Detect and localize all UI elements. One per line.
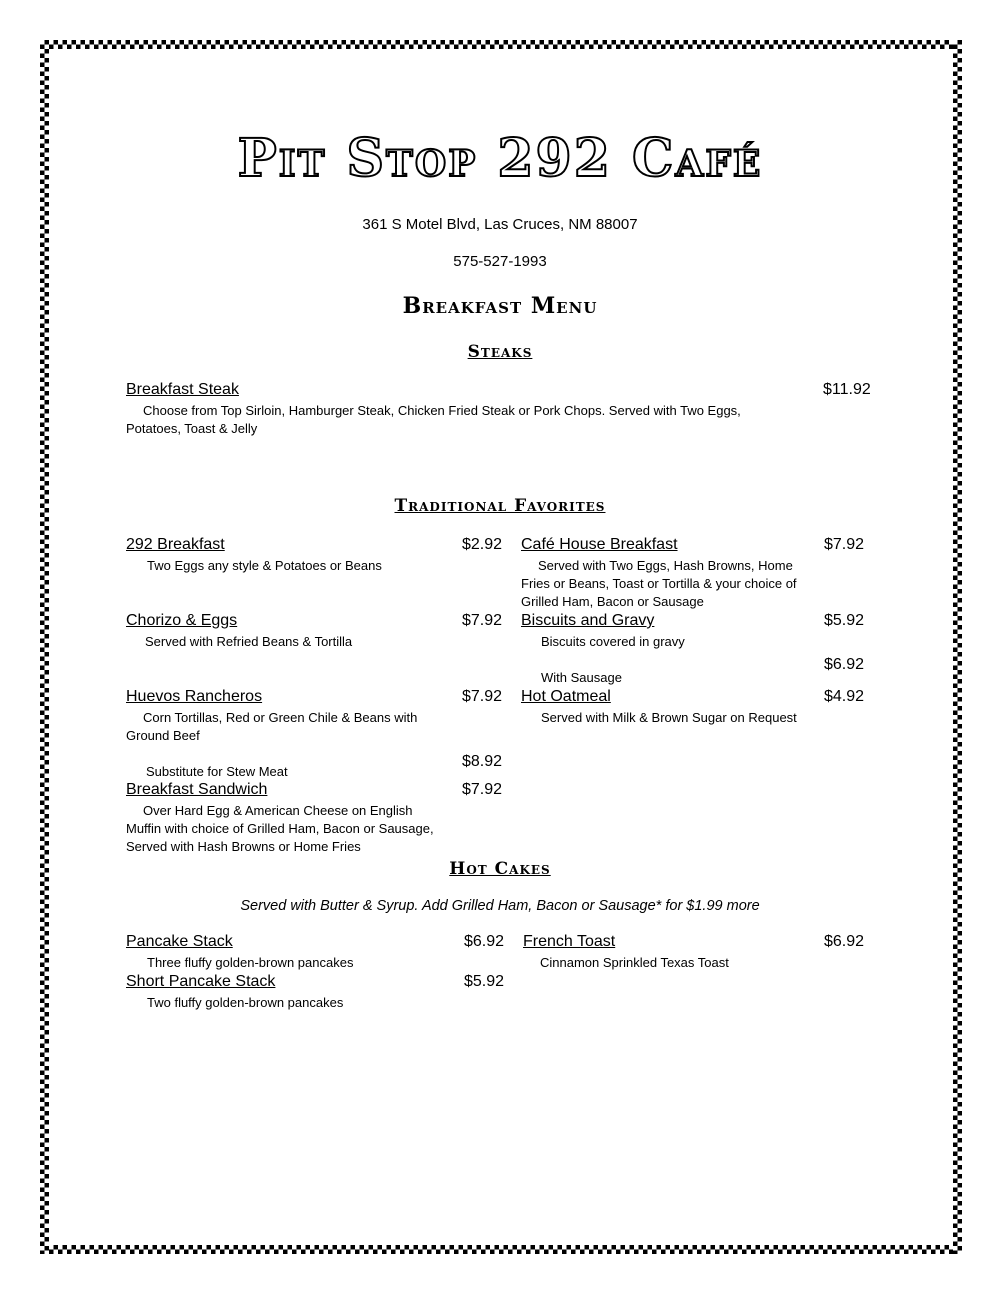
menu-item-description: Served with Refried Beans & Tortilla (145, 634, 353, 649)
menu-item-name: Hot Oatmeal (521, 688, 611, 705)
menu-item-extra-price: $6.92 (824, 656, 865, 673)
menu-item-name: Chorizo & Eggs (126, 612, 238, 629)
menu-item-description: Two Eggs any style & Potatoes or Beans (147, 558, 382, 573)
menu-item-name: Café House Breakfast (521, 536, 678, 553)
section-heading-steaks: Steaks (467, 342, 533, 362)
menu-item-name: Breakfast Sandwich (126, 781, 268, 798)
cafe-title: Pit Stop 292 Café (237, 128, 763, 189)
menu-item-price: $7.92 (462, 688, 503, 705)
section-heading-traditional: Traditional Favorites (394, 496, 606, 516)
menu-item-description: Two fluffy golden-brown pancakes (147, 995, 344, 1010)
menu-item-name: Breakfast Steak (126, 381, 239, 398)
menu-item-description: Cinnamon Sprinkled Texas Toast (540, 955, 729, 970)
menu-item-price: $11.92 (823, 381, 871, 398)
menu-item-extra: Substitute for Stew Meat (146, 764, 288, 779)
menu-item-price: $2.92 (462, 536, 503, 553)
menu-item-extra-price: $8.92 (462, 753, 503, 770)
menu-item-description: Choose from Top Sirloin, Hamburger Steak, Chicken Fried Steak or Pork Chops. Served with Two Eggs, Potatoes, Toast & Jelly (126, 403, 741, 436)
menu-item-name: Short Pancake Stack (126, 973, 276, 990)
menu-item-description: Over Hard Egg & American Cheese on English Muffin with choice of Grilled Ham, Bacon or Sausage, Served with Hash Browns or Home Fries (126, 803, 434, 854)
menu-item-description: Corn Tortillas, Red or Green Chile & Beans with Ground Beef (126, 710, 418, 743)
menu-item-price: $6.92 (464, 933, 505, 950)
menu-item-name: Biscuits and Gravy (521, 612, 655, 629)
menu-item-description: Three fluffy golden-brown pancakes (147, 955, 354, 970)
menu-item-price: $4.92 (824, 688, 865, 705)
menu-item-name: Pancake Stack (126, 933, 233, 950)
checkered-border-bottom (40, 1245, 962, 1254)
cafe-phone: 575-527-1993 (453, 253, 547, 270)
hotcakes-note: Served with Butter & Syrup. Add Grilled Ham, Bacon or Sausage* for $1.99 more (240, 898, 760, 914)
section-heading-hotcakes: Hot Cakes (449, 859, 551, 879)
menu-item-price: $7.92 (824, 536, 865, 553)
menu-item-extra: With Sausage (541, 670, 622, 685)
menu-item-description: Served with Two Eggs, Hash Browns, Home Fries or Beans, Toast or Tortilla & your choice of Grilled Ham, Bacon or Sausage (521, 558, 797, 609)
cafe-address: 361 S Motel Blvd, Las Cruces, NM 88007 (362, 216, 638, 233)
menu-item-name: Huevos Rancheros (126, 688, 263, 705)
menu-item-price: $7.92 (462, 612, 503, 629)
menu-item-name: French Toast (523, 933, 616, 950)
menu-item-name: 292 Breakfast (126, 536, 225, 553)
menu-title: Breakfast Menu (402, 293, 598, 319)
menu-item-price: $7.92 (462, 781, 503, 798)
menu-item-description: Served with Milk & Brown Sugar on Request (541, 710, 797, 725)
menu-item-price: $5.92 (824, 612, 865, 629)
menu-item-price: $6.92 (824, 933, 865, 950)
menu-item-description: Biscuits covered in gravy (541, 634, 685, 649)
menu-item-price: $5.92 (464, 973, 505, 990)
checkered-border-top (40, 40, 962, 49)
